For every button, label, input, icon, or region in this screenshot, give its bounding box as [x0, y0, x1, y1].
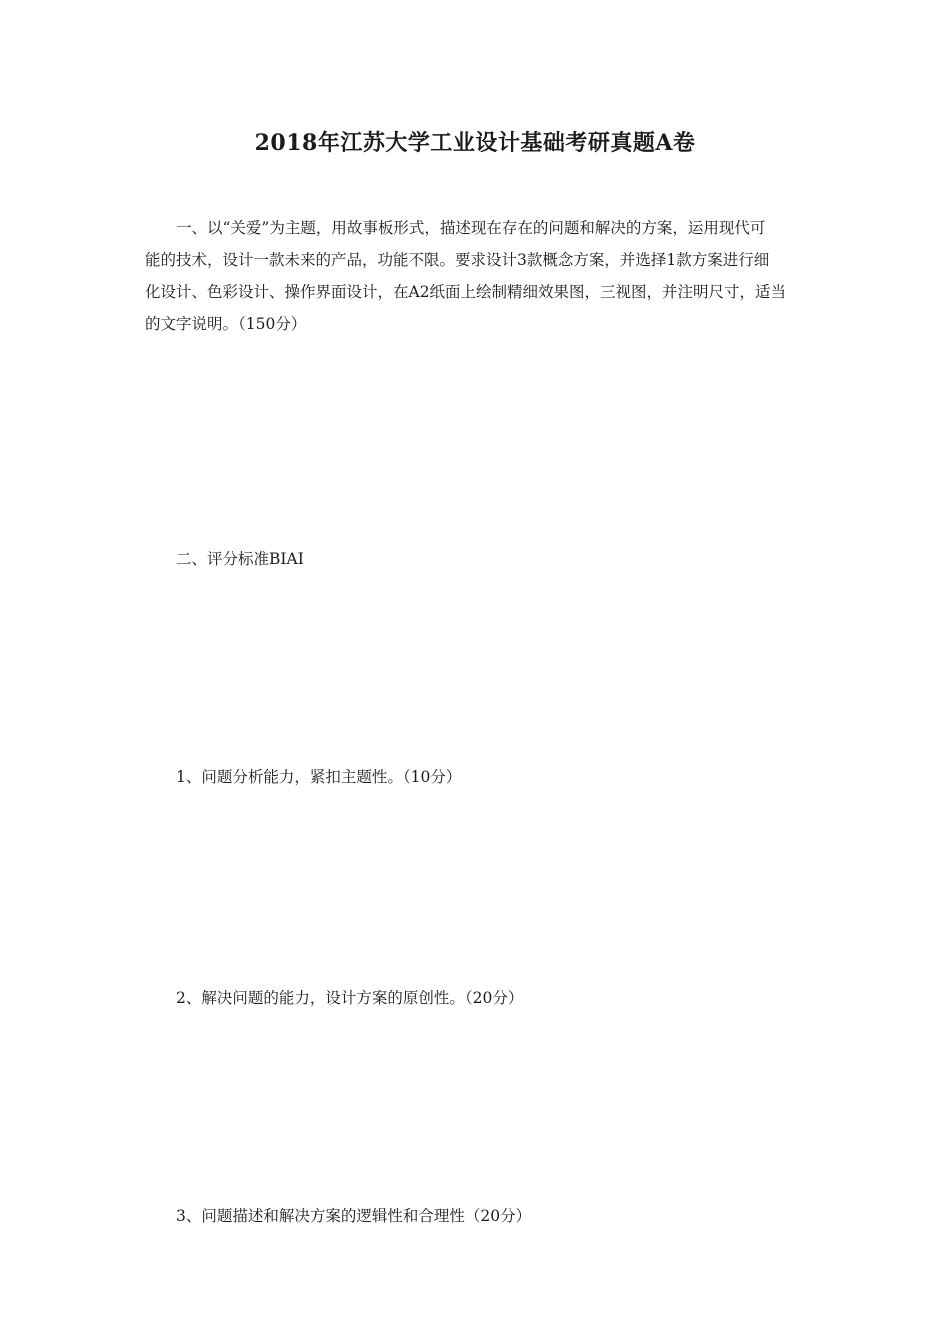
question-1-paragraph	[145, 212, 810, 340]
criterion-item-text: 3、问题描述和解决方案的逻辑性和合理性（20分）	[176, 1207, 532, 1225]
criterion-item-text: 1、问题分析能力，紧扣主题性。（10分）	[176, 768, 462, 786]
question-1-line: 化设计、色彩设计、操作界面设计，在A2纸面上绘制精细效果图，三视图，并注明尺寸，适当	[145, 283, 787, 301]
question-1-line: 一、以“关爱”为主题，用故事板形式，描述现在存在的问题和解决的方案，运用现代可	[176, 219, 766, 237]
criterion-item	[145, 761, 810, 793]
question-1-line: 能的技术，设计一款未来的产品，功能不限。要求设计3款概念方案，并选择1款方案进行细	[145, 251, 770, 269]
document-title: 2018年江苏大学工业设计基础考研真题A卷	[254, 130, 696, 156]
criterion-item-text: 2、解决问题的能力，设计方案的原创性。（20分）	[176, 989, 524, 1007]
question-1-line: 的文字说明。（150分）	[145, 315, 307, 333]
criterion-item	[145, 1200, 810, 1232]
criterion-item	[145, 982, 810, 1014]
section-2-heading	[145, 543, 810, 575]
section-2-heading-text: 二、评分标准BIAI	[176, 550, 304, 568]
